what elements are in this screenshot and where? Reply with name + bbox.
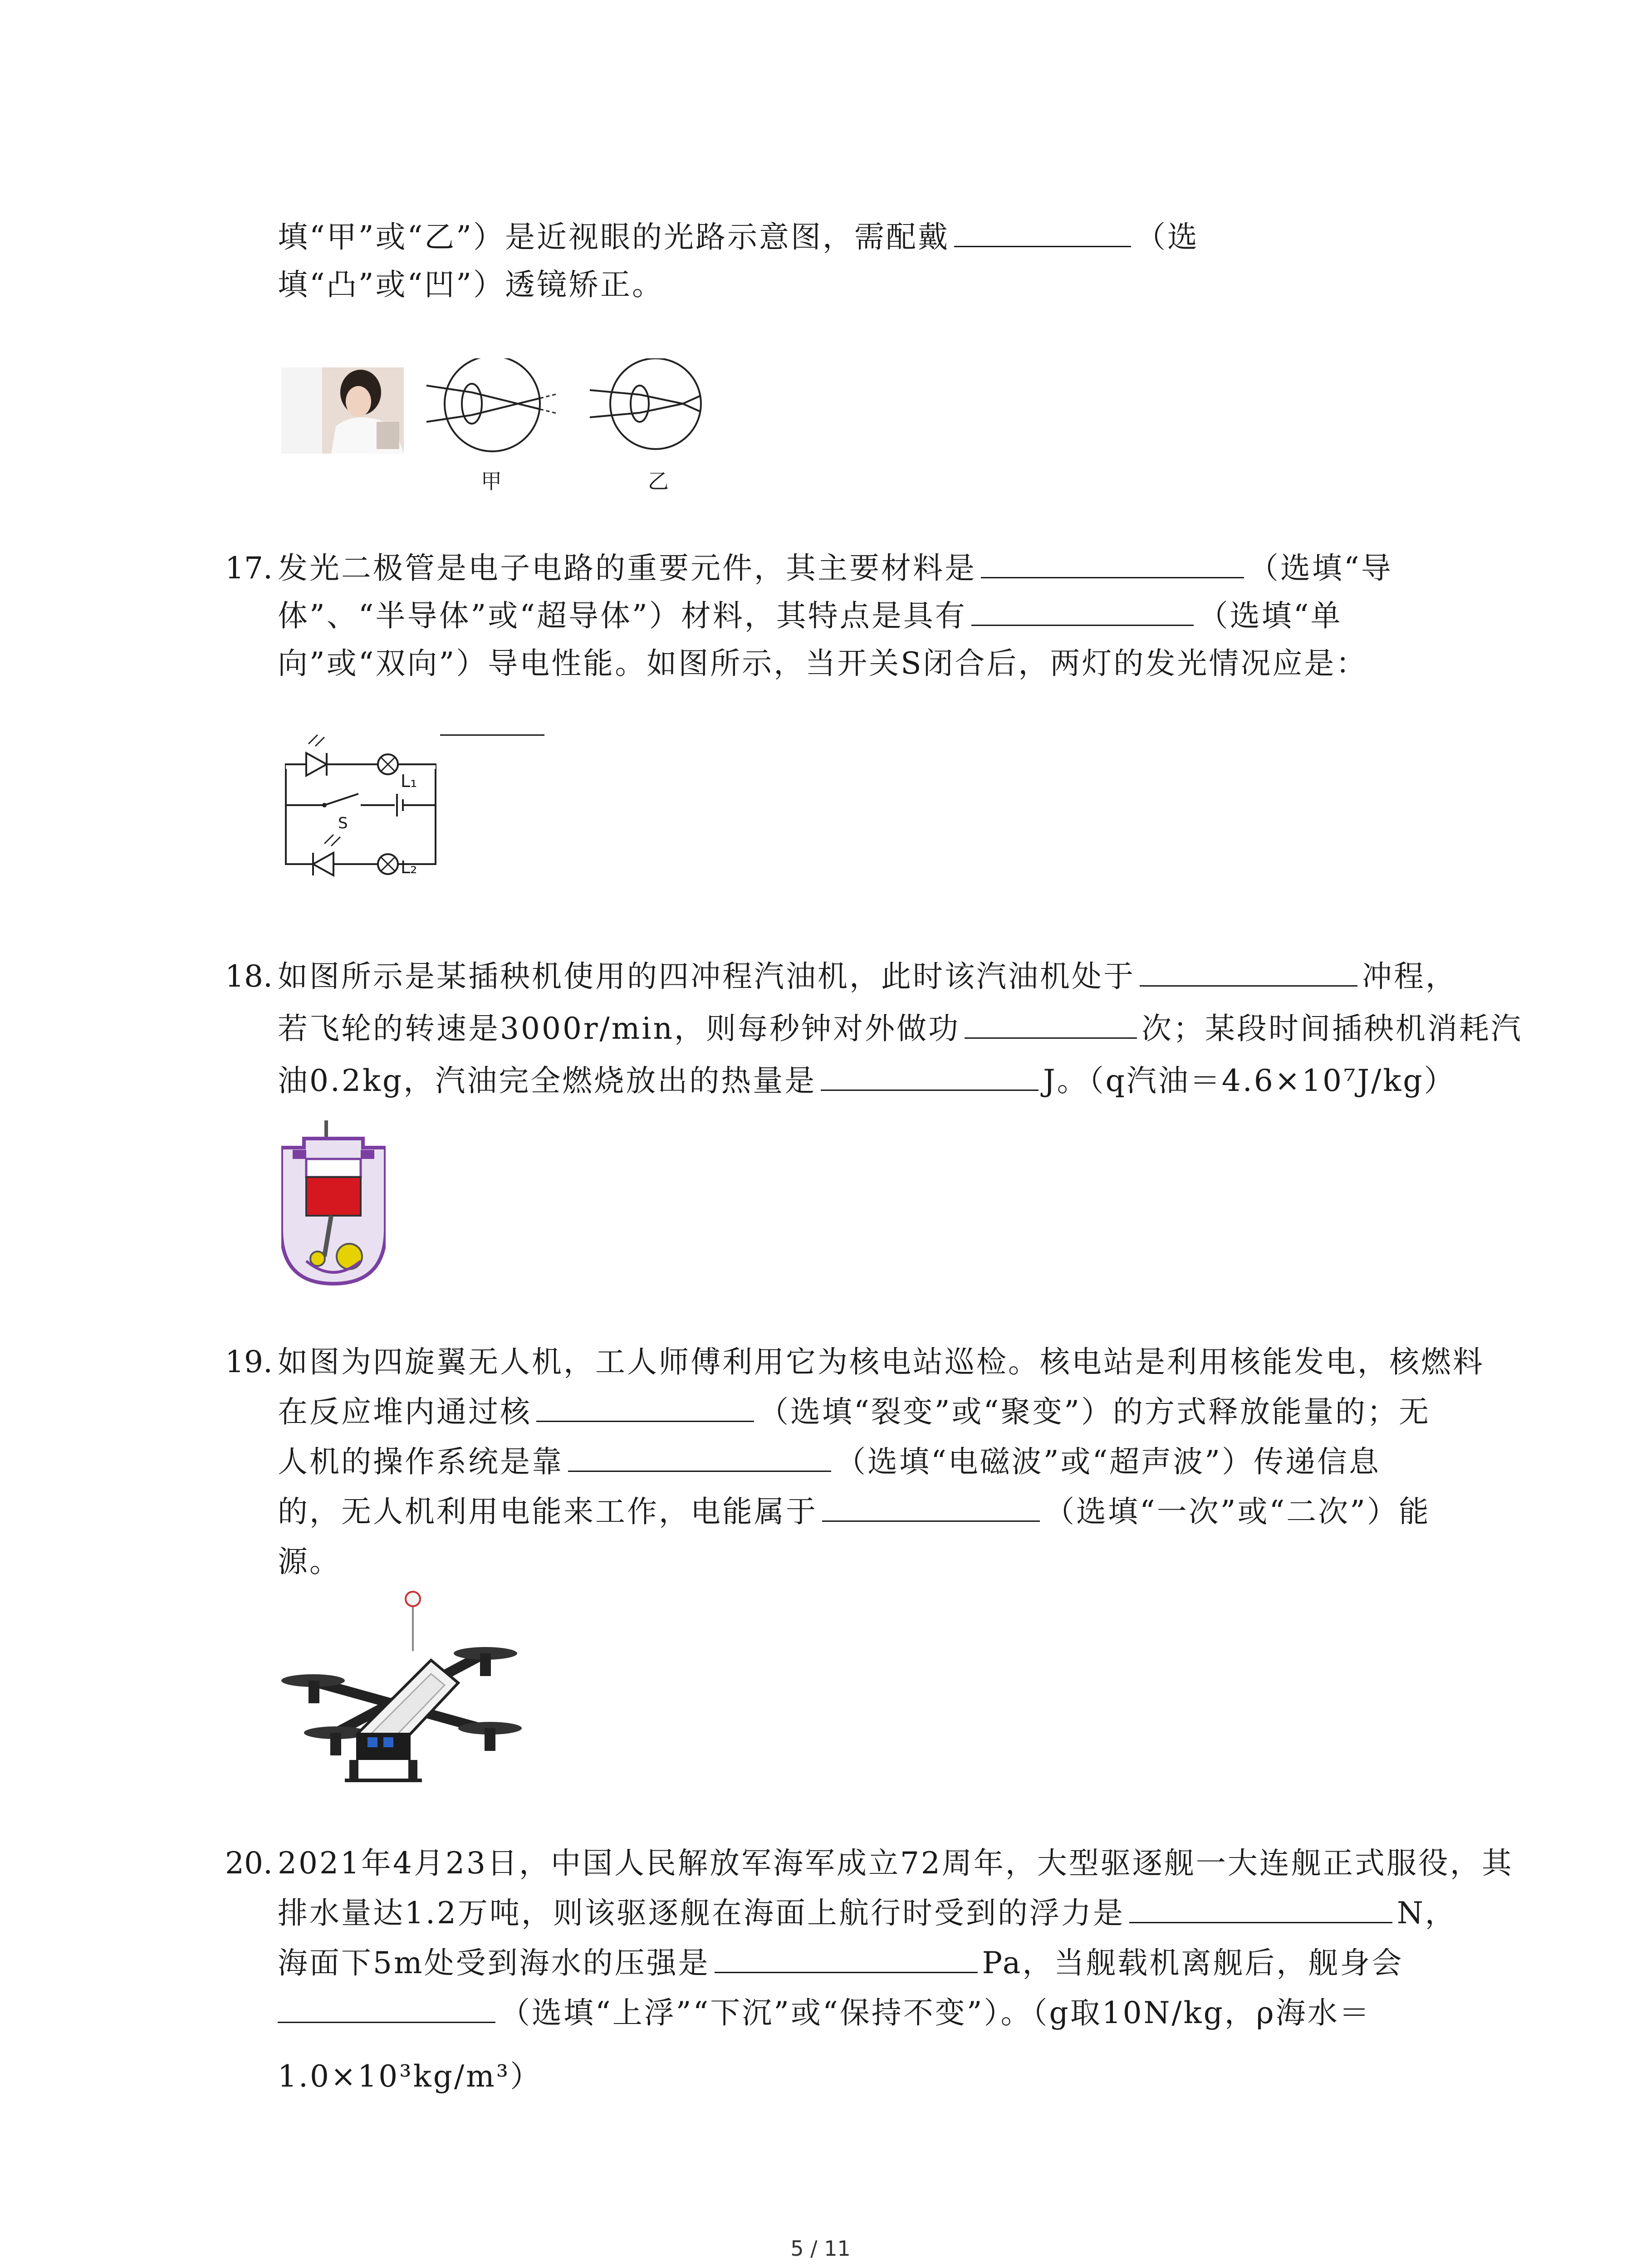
answer-blank[interactable] <box>821 1061 1038 1091</box>
label-l2: L₂ <box>401 857 417 877</box>
answer-blank[interactable] <box>715 1943 978 1973</box>
page-number: 5 / 11 <box>790 2236 851 2261</box>
answer-blank[interactable] <box>278 1993 495 2023</box>
answer-blank[interactable] <box>971 596 1194 626</box>
q20-line-5: 1.0×10³kg/m³） <box>278 2059 542 2094</box>
answer-blank[interactable] <box>965 1008 1137 1039</box>
question-number: 19. <box>225 1344 273 1379</box>
answer-blank[interactable] <box>981 548 1244 578</box>
question-number: 20. <box>225 1846 273 1881</box>
figure-caption-yi: 乙 <box>648 469 669 494</box>
q19-line-2: 在反应堆内通过核 （选填“裂变”或“聚变”）的方式释放能量的；无 <box>278 1390 1430 1434</box>
label-s: S <box>338 814 348 832</box>
quadcopter-drone-figure <box>281 1583 526 1796</box>
answer-blank[interactable] <box>536 1392 754 1422</box>
question-number: 17. <box>225 551 273 586</box>
q19-line-4: 的，无人机利用电能来工作，电能属于 （选填“一次”或“二次”）能 <box>278 1490 1430 1534</box>
answer-blank[interactable] <box>822 1491 1040 1522</box>
q20-line-2: 排水量达1.2万吨，则该驱逐舰在海面上航行时受到的浮力是 N， <box>278 1892 1457 1935</box>
q19-line-5: 源。 <box>278 1544 341 1579</box>
four-stroke-engine-figure <box>281 1120 386 1288</box>
figure-caption-jia: 甲 <box>481 469 502 494</box>
q17-line-2: 体”、“半导体”或“超导体”）材料，其特点是具有 （选填“单 <box>278 594 1342 638</box>
label-l1: L₁ <box>401 771 417 791</box>
q16-line-1: 填“甲”或“乙”）是近视眼的光路示意图，需配戴 （选 <box>278 215 1199 259</box>
q18-line-1: 如图所示是某插秧机使用的四冲程汽油机，此时该汽油机处于 冲程， <box>278 955 1457 998</box>
q20-line-4: （选填“上浮”“下沉”或“保持不变”）。（g取10N/kg，ρ海水＝ <box>278 1991 1371 2035</box>
answer-blank[interactable] <box>440 705 544 736</box>
q19-line-3: 人机的操作系统是靠 （选填“电磁波”或“超声波”）传递信息 <box>278 1440 1381 1484</box>
answer-blank[interactable] <box>1140 956 1357 987</box>
q20-line-3: 海面下5m处受到海水的压强是 Pa，当舰载机离舰后，舰身会 <box>278 1941 1403 1985</box>
answer-blank[interactable] <box>568 1442 831 1472</box>
answer-blank[interactable] <box>954 217 1131 247</box>
q19-line-1: 如图为四旋翼无人机，工人师傅利用它为核电站巡检。核电站是利用核能发电，核燃料 <box>278 1344 1484 1379</box>
diode-circuit-diagram <box>281 726 445 889</box>
question-number: 18. <box>225 959 273 994</box>
q17-line-1: 发光二极管是电子电路的重要元件，其主要材料是 （选填“导 <box>278 547 1393 590</box>
q16-line-2: 填“凸”或“凹”）透镜矫正。 <box>278 267 664 302</box>
q20-line-1: 2021年4月23日，中国人民解放军海军成立72周年，大型驱逐舰一大连舰正式服役，其 <box>278 1846 1514 1881</box>
q17-line-3: 向”或“双向”）导电性能。如图所示，当开关S闭合后，两灯的发光情况应是： <box>278 646 1368 681</box>
q18-line-2: 若飞轮的转速是3000r/min，则每秒钟对外做功 次；某段时间插秧机消耗汽 <box>278 1007 1523 1051</box>
q18-line-3: 油0.2kg，汽油完全燃烧放出的热量是 J。（q汽油＝4.6×10⁷J/kg） <box>278 1059 1456 1103</box>
answer-blank[interactable] <box>1129 1893 1392 1923</box>
